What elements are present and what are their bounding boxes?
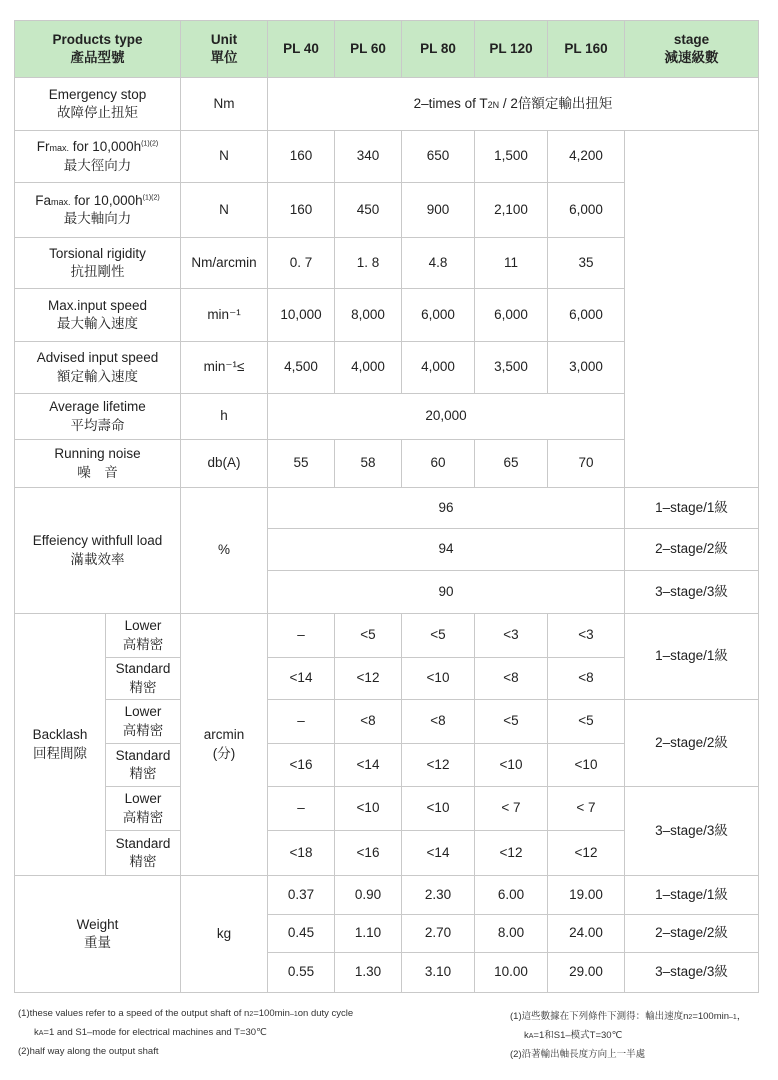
header-stage-zh: 減速級數 [664, 50, 719, 65]
label-torsional [15, 238, 181, 289]
value-cell: < 7 [548, 787, 625, 831]
emergency-value: 2–times of T2N / 2倍額定輸出扭矩 [268, 78, 759, 131]
row-fr [15, 131, 759, 183]
value-cell: <10 [548, 744, 625, 787]
value-cell: <10 [402, 658, 475, 700]
stage-cell: 2–stage/2級 [625, 700, 759, 787]
stage-cell: 2–stage/2級 [625, 529, 759, 571]
value-cell: <16 [268, 744, 335, 787]
row-emergency [15, 78, 759, 131]
unit-cell: min⁻¹ [181, 289, 268, 342]
label-noise [15, 440, 181, 488]
value-cell: 1,500 [475, 131, 548, 183]
header-unit-en: Unit [210, 31, 238, 47]
label-backlash [15, 614, 106, 876]
unit-cell: N [181, 131, 268, 183]
label-en: Advised input speed [36, 350, 159, 366]
value-cell: <12 [402, 744, 475, 787]
value-cell: 11 [475, 238, 548, 289]
value-cell: 10,000 [268, 289, 335, 342]
unit-cell: Nm [181, 78, 268, 131]
value-cell: 19.00 [548, 876, 625, 915]
value-cell: – [268, 787, 335, 831]
value-cell: 0. 7 [268, 238, 335, 289]
spec-table [14, 20, 759, 993]
value-cell: 29.00 [548, 953, 625, 993]
value-cell: 4,200 [548, 131, 625, 183]
value-cell: <5 [475, 700, 548, 744]
value-cell: – [268, 700, 335, 744]
footnote-en-1b: kA=1 and S1–mode for electrical machines and T=30℃ [34, 1027, 267, 1038]
label-zh: 重量 [84, 935, 111, 950]
footnotes-en [18, 1005, 353, 1061]
header-model: PL 60 [335, 21, 402, 78]
value-cell: <10 [335, 787, 402, 831]
label-advised-input [15, 342, 181, 394]
value-cell: 60 [402, 440, 475, 488]
value-cell: <12 [335, 658, 402, 700]
value-cell: <14 [402, 831, 475, 876]
value-cell: 160 [268, 183, 335, 238]
value-cell: <3 [548, 614, 625, 658]
label-zh: 噪 音 [77, 464, 118, 480]
value-cell: 340 [335, 131, 402, 183]
stage-cell: 3–stage/3級 [625, 571, 759, 614]
footnote-zh-2: (2)沿著輸出軸長度方向上一半處 [510, 1049, 646, 1060]
value-cell: 24.00 [548, 915, 625, 953]
unit-cell: min⁻¹≤ [181, 342, 268, 394]
header-products-zh: 產品型號 [70, 50, 125, 65]
unit-cell: N [181, 183, 268, 238]
value-cell: <5 [548, 700, 625, 744]
label-zh: 平均壽命 [70, 417, 125, 433]
value-cell: 6,000 [402, 289, 475, 342]
footnote-zh-1a: (1)這些數據在下列條件下測得：輸出速度n2=100min–1， [510, 1011, 747, 1022]
value-cell: <14 [268, 658, 335, 700]
value-cell: 4.8 [402, 238, 475, 289]
value-cell: 4,500 [268, 342, 335, 394]
value-cell: 2,100 [475, 183, 548, 238]
label-zh: 回程間隙 [33, 745, 87, 761]
value-cell: 10.00 [475, 953, 548, 993]
value-cell: <5 [402, 614, 475, 658]
value-cell: <8 [402, 700, 475, 744]
value-cell: 6.00 [475, 876, 548, 915]
unit-cell: arcmin (分) [181, 614, 268, 876]
value-cell: <3 [475, 614, 548, 658]
stage-cell: 1–stage/1級 [625, 614, 759, 700]
value-cell: 1.10 [335, 915, 402, 953]
label-emergency [15, 78, 181, 131]
header-products-en: Products type [52, 31, 143, 47]
value-cell: <12 [475, 831, 548, 876]
stage-cell: 3–stage/3級 [625, 787, 759, 876]
value-cell: 3,000 [548, 342, 625, 394]
value-cell: 4,000 [335, 342, 402, 394]
stage-cell: 2–stage/2級 [625, 915, 759, 953]
value-cell: <10 [402, 787, 475, 831]
value-cell: 0.45 [268, 915, 335, 953]
value-cell: 55 [268, 440, 335, 488]
row-backlash [15, 614, 759, 658]
value-cell: 35 [548, 238, 625, 289]
header-model: PL 120 [475, 21, 548, 78]
value-cell: 1. 8 [335, 238, 402, 289]
value-cell: <18 [268, 831, 335, 876]
backlash-level: Lower 高精密 [106, 787, 181, 831]
header-stage-en: stage [673, 31, 710, 47]
efficiency-value: 94 [268, 529, 625, 571]
label-zh: 最大軸向力 [63, 211, 132, 226]
label-en: Torsional rigidity [49, 245, 146, 261]
label-weight [15, 876, 181, 993]
header-model: PL 80 [402, 21, 475, 78]
value-cell: <12 [548, 831, 625, 876]
label-fa: Famax. for $10,000h^{(1)(2)}$ 最大軸向力 [15, 183, 181, 238]
efficiency-value: 96 [268, 488, 625, 529]
label-zh: 最大徑向力 [63, 157, 132, 173]
label-efficiency [15, 488, 181, 614]
label-en: Max.input speed [47, 297, 148, 313]
header-stage [625, 21, 759, 78]
label-en: Running noise [54, 446, 141, 462]
row-weight [15, 876, 759, 915]
value-cell: <14 [335, 744, 402, 787]
efficiency-value: 90 [268, 571, 625, 614]
value-cell: 70 [548, 440, 625, 488]
value-cell: 3.10 [402, 953, 475, 993]
value-cell: 650 [402, 131, 475, 183]
row-backlash [15, 787, 759, 831]
row-efficiency [15, 488, 759, 529]
value-cell: 6,000 [548, 289, 625, 342]
unit-cell: kg [181, 876, 268, 993]
label-en: Average lifetime [49, 399, 146, 415]
unit-cell: db(A) [181, 440, 268, 488]
value-cell: 900 [402, 183, 475, 238]
unit-cell: % [181, 488, 268, 614]
label-max-input [15, 289, 181, 342]
stage-cell: 1–stage/1級 [625, 488, 759, 529]
row-backlash [15, 700, 759, 744]
lifetime-value: 20,000 [268, 394, 625, 440]
footnote-en-2: (2)half way along the output shaft [18, 1046, 159, 1057]
value-cell: 58 [335, 440, 402, 488]
label-en: Backlash [32, 727, 88, 743]
value-cell: <5 [335, 614, 402, 658]
header-model: PL 40 [268, 21, 335, 78]
value-cell: 0.90 [335, 876, 402, 915]
value-cell: 1.30 [335, 953, 402, 993]
label-en: Weight [76, 916, 119, 932]
backlash-level: Standard 精密 [106, 658, 181, 700]
stage-cell: 3–stage/3級 [625, 953, 759, 993]
footnote-en-1a: (1)these values refer to a speed of the output shaft of n2=100min–1on duty cycle [18, 1008, 354, 1019]
value-cell: 2.30 [402, 876, 475, 915]
label-fr: Frmax. for $10,000h^{(1)(2)}$ 最大徑向力 [15, 131, 181, 183]
value-cell: < 7 [475, 787, 548, 831]
value-cell: 2.70 [402, 915, 475, 953]
value-cell: <8 [475, 658, 548, 700]
label-en: Emergency stop [48, 86, 147, 102]
header-model: PL 160 [548, 21, 625, 78]
value-cell: <16 [335, 831, 402, 876]
value-cell: 160 [268, 131, 335, 183]
value-cell: <8 [548, 658, 625, 700]
value-cell: 65 [475, 440, 548, 488]
value-cell: 6,000 [548, 183, 625, 238]
value-cell: 8.00 [475, 915, 548, 953]
value-cell: – [268, 614, 335, 658]
value-cell: 8,000 [335, 289, 402, 342]
header-unit [181, 21, 268, 78]
value-cell: 6,000 [475, 289, 548, 342]
backlash-level: Standard 精密 [106, 831, 181, 876]
value-cell: 4,000 [402, 342, 475, 394]
label-zh: 抗扭剛性 [70, 264, 125, 279]
value-cell: <8 [335, 700, 402, 744]
label-zh: 故障停止扭矩 [57, 105, 138, 120]
stage-blank [625, 131, 759, 488]
footnotes-zh [510, 1008, 746, 1064]
value-cell: 3,500 [475, 342, 548, 394]
value-cell: 0.37 [268, 876, 335, 915]
header-unit-zh: 單位 [210, 50, 238, 65]
value-cell: 450 [335, 183, 402, 238]
label-zh: 額定輸入速度 [57, 368, 138, 384]
backlash-level: Standard 精密 [106, 744, 181, 787]
label-en: Effeiency withfull load [32, 533, 163, 549]
footnote-zh-1b: kA=1和S1–模式T=30℃ [524, 1030, 623, 1041]
unit-cell: Nm/arcmin [181, 238, 268, 289]
header-row [15, 21, 759, 78]
label-lifetime [15, 394, 181, 440]
stage-cell: 1–stage/1級 [625, 876, 759, 915]
backlash-level: Lower 高精密 [106, 700, 181, 744]
value-cell: 0.55 [268, 953, 335, 993]
header-products [15, 21, 181, 78]
label-zh: 滿載效率 [70, 551, 125, 567]
backlash-level: Lower 高精密 [106, 614, 181, 658]
value-cell: <10 [475, 744, 548, 787]
unit-cell: h [181, 394, 268, 440]
label-zh: 最大輸入速度 [57, 316, 138, 331]
